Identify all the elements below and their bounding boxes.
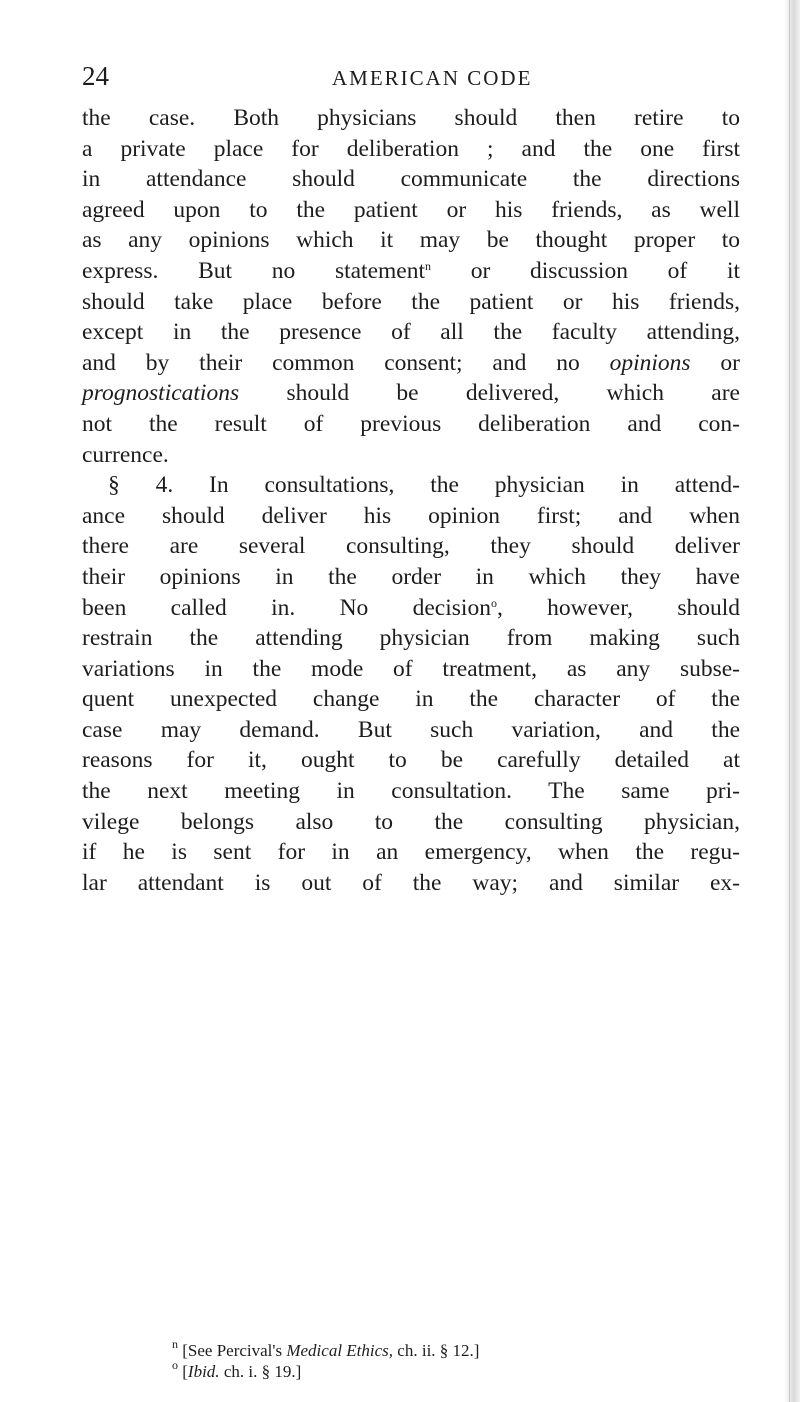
body-text [82,103,740,898]
page-header [82,60,742,100]
emphasis-opinions: opinions [609,349,691,376]
text-line: in attendance should communicate the directions [82,166,740,193]
text-line: if he is sent for in an emergency, when the regu- [82,839,740,866]
text-line: their opinions in the order in which they have [82,563,740,590]
text-line: variations in the mode of treatment, as any subse- [82,655,740,682]
text-line: agreed upon to the patient or his friends, as well [82,196,740,223]
emphasis-prognostications: prognostications [82,380,240,407]
section-4-first-line: § 4. In consultations, the physician in attend- [108,472,740,499]
text-line: the case. Both physicians should then retire to [82,105,740,131]
text-line: reasons for it, ought to be carefully detailed at [82,747,740,774]
text-line: as any opinions which it may be thought proper to [82,227,740,254]
text-line: restrain the attending physician from making such [82,625,740,652]
text-line: should take place before the patient or his friends, [82,288,740,315]
text-line: prognostications should be delivered, which are [82,380,740,407]
text-line: case may demand. But such variation, and the [82,716,740,743]
text-line: been called in. No decision$^o$, however, should [82,594,740,621]
footnote-ref-n[interactable]: n [425,258,432,273]
text-line: except in the presence of all the faculty attending, [82,319,740,346]
text-line: there are several consulting, they should deliver [82,533,740,560]
text-line: the next meeting in consultation. The same pri- [82,778,740,805]
text-line: quent unexpected change in the character of the [82,686,740,713]
text-line: express. But no statement$^n$ or discussion of it [82,257,741,284]
text-line: currence. [82,441,169,468]
text-line: vilege belongs also to the consulting physician, [82,808,740,835]
footnote-ref-o[interactable]: o [490,595,497,610]
running-head: AMERICAN CODE [332,66,533,90]
footnotes [172,1337,732,1382]
page-number: 24 [82,61,109,91]
footnote-marker-n: n [172,1337,178,1351]
text-line: ance should deliver his opinion first; and when [82,502,740,529]
text-line: a private place for deliberation ; and the one first [82,135,740,162]
footnote-o: $^o$ [Ibid. ch. i. § 19.] [172,1358,302,1381]
footnote-marker-o: o [172,1358,178,1372]
page-edge [784,0,800,1402]
text-line: not the result of previous deliberation and con- [82,410,740,437]
text-line: lar attendant is out of the way; and similar ex- [82,869,740,896]
footnote-n: $^n$ [See Percival's Medical Ethics, ch. ii. § 12.] [172,1337,480,1360]
text-line: and by their common consent; and no opinions or [82,349,740,376]
